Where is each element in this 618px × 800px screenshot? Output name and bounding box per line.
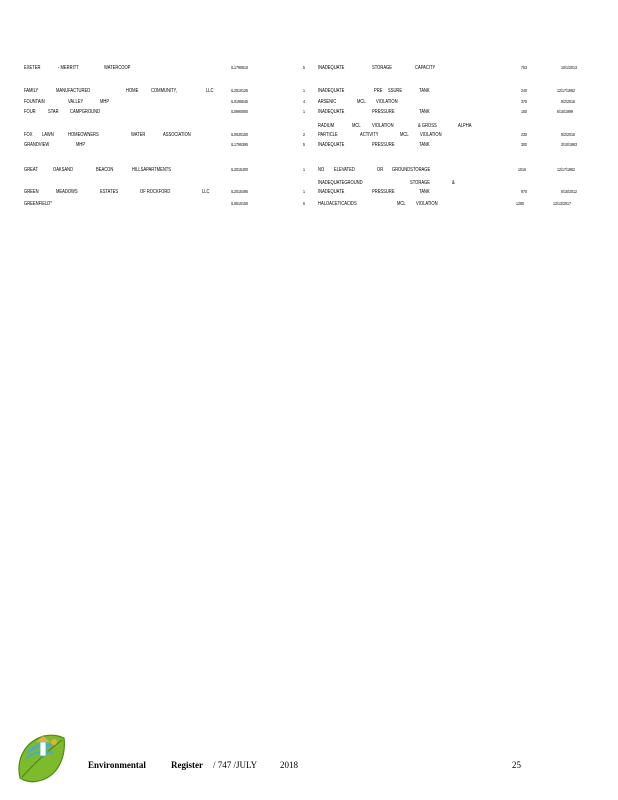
name-word: GREENFIELD* — [24, 201, 52, 207]
name-word: EXETER — [24, 65, 41, 71]
issue-word: VIOLATION — [376, 99, 398, 105]
footer-issue: / 747 /JULY — [213, 760, 258, 770]
environmental-register-leaf-logo-icon — [14, 730, 70, 786]
issue-word: ALPHA — [458, 123, 472, 129]
system-id: IL2015400 — [231, 167, 248, 172]
system-id: IL1790610 — [231, 65, 248, 70]
issue-word: MCL — [397, 201, 406, 207]
name-word: GREEN — [24, 189, 39, 195]
violation-count: 5 — [303, 142, 305, 147]
name-word: MHP — [76, 142, 86, 148]
violation-count: 6 — [303, 201, 305, 206]
footer-year: 2018 — [280, 760, 298, 770]
issue-word: INADEQUATEGROUND — [318, 180, 363, 186]
name-word: - MERRITT — [58, 65, 79, 71]
population: 1016 — [518, 167, 526, 172]
system-id: IL0195545 — [231, 99, 248, 104]
system-id: IL0610150 — [231, 201, 248, 206]
issue-word: STORAGE — [410, 180, 430, 186]
footer-publication-word: Register — [171, 760, 203, 770]
issue-word: MCL — [400, 132, 409, 138]
name-word: FOUR — [24, 109, 36, 115]
date: 12/17/1982 — [557, 167, 575, 172]
name-word: ESTATES — [100, 189, 119, 195]
name-word: COMMUNITY, — [151, 88, 177, 94]
name-word: HILLSAPARTMENTS — [132, 167, 172, 173]
issue-word: MCL — [352, 123, 361, 129]
name-word: LLC — [202, 189, 210, 195]
population: 230 — [521, 132, 527, 137]
violation-count: 5 — [303, 65, 305, 70]
issue-word: VIOLATION — [416, 201, 438, 207]
system-id: IL0630150 — [231, 132, 248, 137]
name-word: FAMILY — [24, 88, 39, 94]
issue-word: INADEQUATE — [318, 142, 345, 148]
date: 8/2/2016 — [561, 99, 575, 104]
date: 12/13/2017 — [553, 201, 571, 206]
name-word: OF ROCKFORD — [140, 189, 171, 195]
issue-word: SSURE — [388, 88, 403, 94]
system-id: IL0990060 — [231, 109, 248, 114]
issue-word: STORAGE — [372, 65, 392, 71]
name-word: BEACON — [96, 167, 114, 173]
name-word: GREAT — [24, 167, 38, 173]
population: 150 — [521, 109, 527, 114]
name-word: CAMPGROUND — [70, 109, 101, 115]
name-word: GRANDVIEW — [24, 142, 50, 148]
issue-word: TANK — [419, 109, 430, 115]
name-word: HOMEOWNERS — [68, 132, 99, 138]
name-word: VALLEY — [68, 99, 84, 105]
date: 6/15/1999 — [557, 109, 573, 114]
issue-word: PRESSURE — [372, 109, 395, 115]
issue-word: VIOLATION — [420, 132, 442, 138]
issue-word: INADEQUATE — [318, 65, 345, 71]
population: 970 — [521, 189, 527, 194]
issue-word: ACTIVITY — [360, 132, 379, 138]
name-word: WATER — [131, 132, 146, 138]
issue-word: RADIUM — [318, 123, 335, 129]
violation-count: 4 — [303, 99, 305, 104]
date: 10/1/2013 — [561, 65, 577, 70]
date: 3/10/1983 — [561, 142, 577, 147]
name-word: HOME — [126, 88, 139, 94]
population: 1280 — [516, 201, 524, 206]
system-id: IL2010125 — [231, 88, 248, 93]
issue-word: PRESSURE — [372, 142, 395, 148]
name-word: MHP — [100, 99, 110, 105]
violation-count: 1 — [303, 167, 305, 172]
violation-count: 2 — [303, 132, 305, 137]
name-word: ASSOCIATION — [163, 132, 191, 138]
issue-word: & — [452, 180, 455, 186]
footer-publication-word: Environmental — [88, 760, 146, 770]
issue-word: PARTICLE — [318, 132, 338, 138]
date: 6/15/2012 — [561, 189, 577, 194]
violation-count: 1 — [303, 109, 305, 114]
issue-word: PRE — [374, 88, 383, 94]
issue-word: INADEQUATE — [318, 88, 345, 94]
issue-word: MCL — [357, 99, 366, 105]
date: 12/17/1982 — [557, 88, 575, 93]
name-word: OAKSAND — [53, 167, 74, 173]
issue-word: VIOLATION — [372, 123, 394, 129]
issue-word: & GROSS — [418, 123, 437, 129]
issue-word: INADEQUATE — [318, 109, 345, 115]
name-word: STAR — [48, 109, 59, 115]
issue-word: OR — [377, 167, 384, 173]
name-word: LLC — [206, 88, 214, 94]
population: 375 — [521, 99, 527, 104]
population: 300 — [521, 142, 527, 147]
page-number: 25 — [512, 760, 521, 770]
issue-word: ELEVATED — [334, 167, 355, 173]
issue-word: TANK — [419, 142, 430, 148]
issue-word: GROUNDSTORAGE — [392, 167, 431, 173]
violation-count: 1 — [303, 189, 305, 194]
name-word: LAWN — [42, 132, 54, 138]
issue-word: TANK — [419, 88, 430, 94]
issue-word: PRESSURE — [372, 189, 395, 195]
name-word: FOUNTAIN — [24, 99, 45, 105]
population: 240 — [521, 88, 527, 93]
issue-word: NO — [318, 167, 325, 173]
violation-count: 1 — [303, 88, 305, 93]
system-id: IL2015495 — [231, 189, 248, 194]
date: 8/2/2016 — [561, 132, 575, 137]
issue-word: HALOACETICACIDS — [318, 201, 357, 207]
population: 763 — [521, 65, 527, 70]
issue-word: TANK — [419, 189, 430, 195]
issue-word: ARSENIC — [318, 99, 337, 105]
name-word: WATERCOOP — [104, 65, 131, 71]
issue-word: INADEQUATE — [318, 189, 345, 195]
name-word: MEADOWS — [56, 189, 78, 195]
name-word: MANUFACTURED — [56, 88, 91, 94]
name-word: FOX — [24, 132, 33, 138]
issue-word: CAPACITY — [415, 65, 436, 71]
system-id: IL1795395 — [231, 142, 248, 147]
